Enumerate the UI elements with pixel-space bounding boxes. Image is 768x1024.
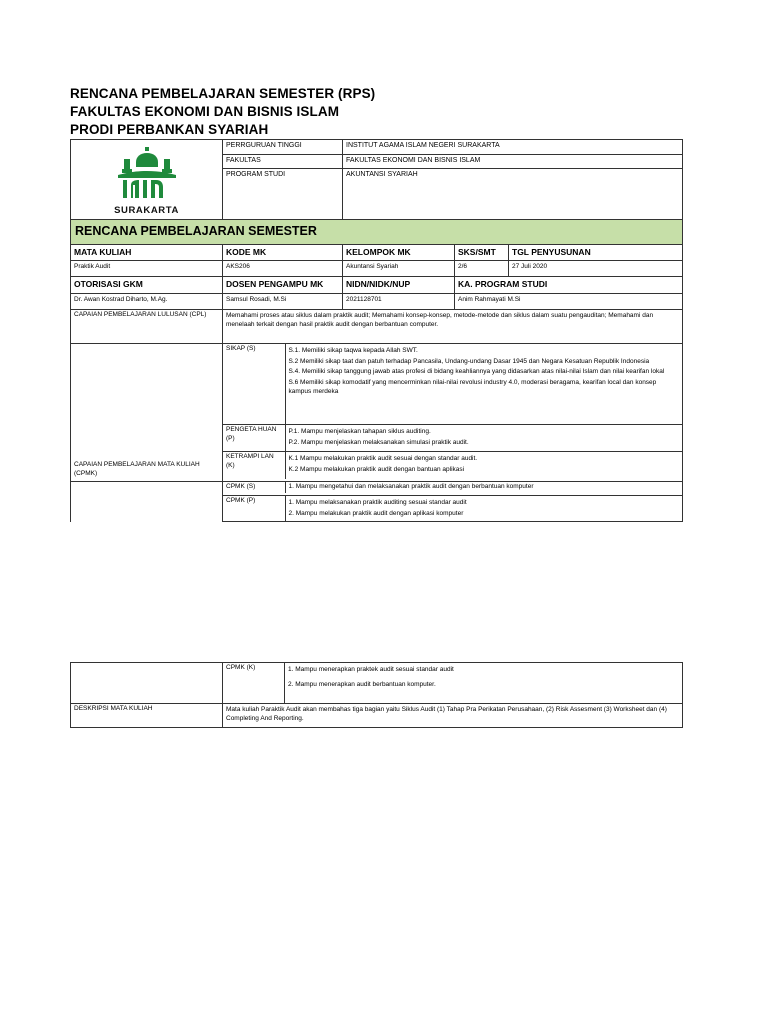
cpmk-s-label: CPMK (S) xyxy=(223,482,285,493)
fakultas-value: FAKULTAS EKONOMI DAN BISNIS ISLAM xyxy=(343,155,683,169)
otorisasi-header: OTORISASI GKM xyxy=(71,277,223,293)
cpl-label: CAPAIAN PEMBELAJARAN LULUSAN (CPL) xyxy=(71,309,223,343)
kaprodi-value: Anim Rahmayati M.Si xyxy=(455,293,683,309)
sks-smt-value: 2/6 xyxy=(455,261,509,277)
tgl-penyusunan-header: TGL PENYUSUNAN xyxy=(509,244,683,260)
prodi-value: AKUNTANSI SYARIAH xyxy=(343,168,683,219)
logo-cell xyxy=(71,140,223,220)
ketrampilan-list xyxy=(285,452,682,479)
cpmk-p-label: CPMK (P) xyxy=(223,496,285,522)
otorisasi-value: Dr. Awan Kostrad Diharto, M.Ag. xyxy=(71,293,223,309)
prodi-label: PROGRAM STUDI xyxy=(223,168,343,219)
kelompok-mk-header: KELOMPOK MK xyxy=(343,244,455,260)
sikap-item: S.1. Memiliki sikap taqwa kepada Allah SWT. xyxy=(288,346,418,354)
mata-kuliah-value: Praktik Audit xyxy=(71,261,223,277)
cpmk-k-list xyxy=(285,663,683,704)
ketrampilan-label: KETRAMPI LAN (K) xyxy=(223,452,285,479)
pengetahuan-list xyxy=(285,425,682,452)
nidn-value: 2021128701 xyxy=(343,293,455,309)
ketrampilan-item: K.2 Mampu melakukan praktik audit dengan bantuan aplikasi xyxy=(288,466,465,474)
pengetahuan-item: P.2. Mampu menjelaskan melaksanakan simulasi praktik audit. xyxy=(288,439,469,447)
kode-mk-header: KODE MK xyxy=(223,244,343,260)
nidn-header: NIDN/NIDK/NUP xyxy=(343,277,455,293)
dosen-value: Samsul Rosadi, M.Si xyxy=(223,293,343,309)
cpmk-label-spacer xyxy=(71,481,223,495)
sikap-label: SIKAP (S) xyxy=(223,344,285,425)
cpmk-label: CAPAIAN PEMBELAJARAN MATA KULIAH (CPMK) xyxy=(71,343,223,481)
prodi-title: PRODI PERBANKAN SYARIAH xyxy=(70,122,269,137)
perguruan-value: INSTITUT AGAMA ISLAM NEGERI SURAKARTA xyxy=(343,140,683,155)
cpmk-label-spacer xyxy=(71,495,223,522)
rps-banner: RENCANA PEMBELAJARAN SEMESTER xyxy=(71,219,683,244)
perguruan-label: PERRGURUAN TINGGI xyxy=(223,140,343,155)
sikap-item: S.6 Memiliki sikap komodatif yang mencerminkan nilai-nilai revolusi industry 4.0, moderasi beragama, kearifan local dan konsep kampus merdeka xyxy=(288,379,657,395)
faculty-title: FAKULTAS EKONOMI DAN BISNIS ISLAM xyxy=(70,104,340,119)
kelompok-mk-value: Akuntansi Syariah xyxy=(343,261,455,277)
cpmk-s-item: 1. Mampu mengetahui dan melaksanakan praktik audit dengan berbantuan komputer xyxy=(288,482,534,490)
sikap-item: S.4. Memiliki sikap tanggung jawab atas profesi di bidang keahliannya yang didasarkan atas nilai-nilai Islam dan nilai kearifan lokal xyxy=(288,368,665,376)
cpmk-p-cell xyxy=(223,495,683,522)
cpmk-continued-spacer xyxy=(71,663,223,704)
dosen-header: DOSEN PENGAMPU MK xyxy=(223,277,343,293)
cpmk-p-item: 1. Mampu melaksanakan praktik auditing sesuai standar audit xyxy=(288,498,467,506)
deskripsi-text: Mata kuliah Paraktik Audit akan membahas tiga bagian yaitu Siklus Audit (1) Tahap Pra Perikatan Perusahaan, (2) Risk Assesment (3) Worksheet dan (4) Completing And Reporting. xyxy=(223,704,683,728)
cpmk-k-item: 1. Mampu menerapkan praktek audit sesuai standar audit xyxy=(288,666,454,673)
kode-mk-value: AKS206 xyxy=(223,261,343,277)
cpmk-p-item: 2. Mampu melakukan praktik audit dengan aplikasi komputer xyxy=(288,509,464,517)
cpmk-k-item: 2. Mampu menerapkan audit berbantuan komputer. xyxy=(288,680,436,688)
rps-table-continued xyxy=(70,662,683,728)
cpmk-inner-table xyxy=(223,344,682,479)
cpmk-s-cell xyxy=(223,481,683,495)
tgl-penyusunan-value: 27 Juli 2020 xyxy=(509,261,683,277)
logo-text: SURAKARTA xyxy=(114,205,179,216)
kaprodi-header: KA. PROGRAM STUDI xyxy=(455,277,683,293)
pengetahuan-label: PENGETA HUAN (P) xyxy=(223,425,285,452)
cpmk-k-label: CPMK (K) xyxy=(223,663,285,704)
sks-smt-header: SKS/SMT xyxy=(455,244,509,260)
cpmk-p-list xyxy=(285,496,682,522)
iain-logo-icon xyxy=(112,145,182,203)
cpmk-detail-cell xyxy=(223,343,683,481)
ketrampilan-item: K.1 Mampu melakukan praktik audit sesuai dengan standar audit. xyxy=(288,455,478,463)
deskripsi-label: DESKRIPSI MATA KULIAH xyxy=(71,704,223,728)
pengetahuan-item: P.1. Mampu menjelaskan tahapan siklus auditing. xyxy=(288,428,431,436)
sikap-list xyxy=(285,344,682,425)
cpl-text: Memahami proses atau siklus dalam praktik audit; Memahami konsep-konsep, metode-metode dan siklus dalam suatu pengauditan; Memahami dan menelaah terkait dengan hasil praktik audit dengan berbantuan computer. xyxy=(223,309,683,343)
doc-title: RENCANA PEMBELAJARAN SEMESTER (RPS) xyxy=(70,86,376,101)
fakultas-label: FAKULTAS xyxy=(223,155,343,169)
rps-table xyxy=(70,139,683,522)
mata-kuliah-header: MATA KULIAH xyxy=(71,244,223,260)
sikap-item: S.2 Memiliki sikap taat dan patuh terhadap Pancasila, Undang-undang Dasar 1945 dan Negara Kesatuan Republik Indonesia xyxy=(288,357,650,365)
